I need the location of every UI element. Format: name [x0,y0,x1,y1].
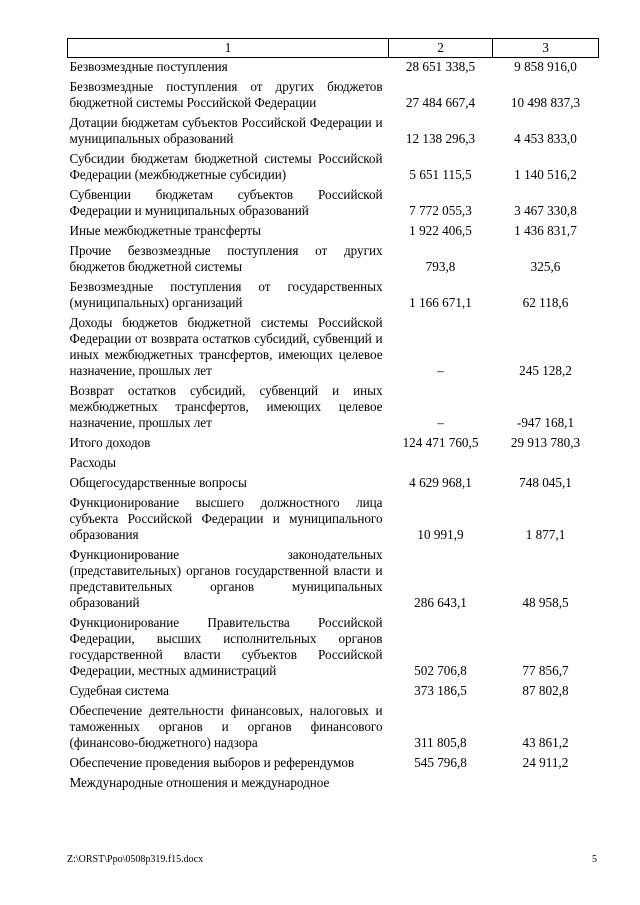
table-row [68,702,599,754]
row-name: Субсидии бюджетам бюджетной системы Российской Федерации (межбюджетные субсидии) [69,151,383,182]
row-value-col2: 311 805,8 [414,735,467,750]
table-row [68,314,599,382]
row-value-col3: 4 453 833,0 [514,131,577,146]
table-header [68,39,599,58]
table-body [68,58,599,795]
table-row [68,150,599,186]
row-value-col2: – [437,363,444,378]
row-name: Безвозмездные поступления от государственных (муниципальных) организаций [69,279,383,310]
table-row [68,186,599,222]
row-value-col3: 245 128,2 [519,363,572,378]
table-row [68,454,599,474]
row-name: Доходы бюджетов бюджетной системы Российской Федерации от возврата остатков субсидий, субвенций и иных межбюджетных трансфертов, имеющих целевое назначение, прошлых лет [69,315,383,378]
row-name: Общегосударственные вопросы [69,475,247,490]
row-name: Иные межбюджетные трансферты [69,223,261,238]
row-value-col3: 62 118,6 [522,295,569,310]
row-name: Функционирование законодательных (представительных) органов государственной власти и представительных органов муниципальных образований [69,547,383,610]
row-value-col3: 43 861,2 [522,735,569,750]
column-header-1: 1 [68,39,389,58]
row-value-col3: -947 168,1 [516,415,575,430]
row-name: Функционирование Правительства Российской Федерации, высших исполнительных органов государственной власти субъектов Российской Федерации, местных администраций [69,615,383,678]
table-row [68,682,599,702]
table-row [68,222,599,242]
table-row [68,546,599,614]
row-value-col3: 48 958,5 [522,595,569,610]
row-value-col2 [389,774,493,794]
row-value-col3: 325,6 [530,259,561,274]
table-row [68,114,599,150]
table-row [68,278,599,314]
table-row [68,494,599,546]
row-value-col2: 502 706,8 [414,663,467,678]
row-value-col2: 28 651 338,5 [405,59,476,74]
row-value-col3: 10 498 837,3 [510,95,581,110]
row-name: Обеспечение деятельности финансовых, налоговых и таможенных органов и органов финансового (финансово-бюджетного) надзора [69,703,383,750]
row-value-col2: 286 643,1 [414,595,467,610]
header-row [68,39,599,58]
row-value-col2 [389,454,493,474]
table-row [68,78,599,114]
row-name: Дотации бюджетам субъектов Российской Федерации и муниципальных образований [69,115,383,146]
column-header-3: 3 [493,39,599,58]
row-value-col3 [493,454,599,474]
row-value-col2: 12 138 296,3 [405,131,476,146]
table-row [68,242,599,278]
row-value-col2: 4 629 968,1 [409,475,472,490]
row-value-col2: 10 991,9 [417,527,464,542]
row-value-col3: 24 911,2 [522,755,569,770]
footer-file-path: Z:\ORST\Ppo\0508p319.f15.docx [67,854,204,865]
row-name: Прочие безвозмездные поступления от других бюджетов бюджетной системы [69,243,383,274]
row-value-col3: 1 877,1 [525,527,566,542]
row-value-col2: 1 922 406,5 [409,223,472,238]
row-value-col3: 1 436 831,7 [514,223,577,238]
row-value-col3: 77 856,7 [522,663,569,678]
budget-table [67,38,599,794]
row-value-col2: 793,8 [425,259,456,274]
row-value-col3: 3 467 330,8 [514,203,577,218]
row-value-col2: 7 772 055,3 [409,203,472,218]
row-name: Международные отношения и международное [69,775,330,790]
row-value-col3 [493,774,599,794]
table-row [68,382,599,434]
row-value-col2: 124 471 760,5 [402,435,479,450]
table-row [68,774,599,794]
row-value-col3: 29 913 780,3 [510,435,581,450]
row-name: Субвенции бюджетам субъектов Российской Федерации и муниципальных образований [69,187,383,218]
row-value-col2: 27 484 667,4 [405,95,476,110]
row-name: Судебная система [69,683,169,698]
row-value-col2: 545 796,8 [414,755,467,770]
table-row [68,754,599,774]
row-value-col2: 1 166 671,1 [409,295,472,310]
row-name: Безвозмездные поступления от других бюджетов бюджетной системы Российской Федерации [69,79,383,110]
row-name: Возврат остатков субсидий, субвенций и иных межбюджетных трансфертов, имеющих целевое назначение, прошлых лет [69,383,383,430]
row-value-col3: 748 045,1 [519,475,572,490]
row-name: Функционирование высшего должностного лица субъекта Российской Федерации и муниципального образования [69,495,383,542]
table-row [68,614,599,682]
row-value-col2: 5 651 115,5 [409,167,472,182]
row-name: Безвозмездные поступления [69,59,228,74]
row-value-col3: 1 140 516,2 [514,167,577,182]
column-header-2: 2 [389,39,493,58]
footer-page-number: 5 [592,854,597,865]
row-value-col3: 9 858 916,0 [514,59,577,74]
table-row [68,434,599,454]
row-name: Обеспечение проведения выборов и референдумов [69,755,355,770]
row-value-col3: 87 802,8 [522,683,569,698]
row-name: Расходы [69,455,116,470]
row-name: Итого доходов [69,435,151,450]
table-row [68,474,599,494]
table-row [68,58,599,79]
row-value-col2: 373 186,5 [414,683,467,698]
row-value-col2: – [437,415,444,430]
